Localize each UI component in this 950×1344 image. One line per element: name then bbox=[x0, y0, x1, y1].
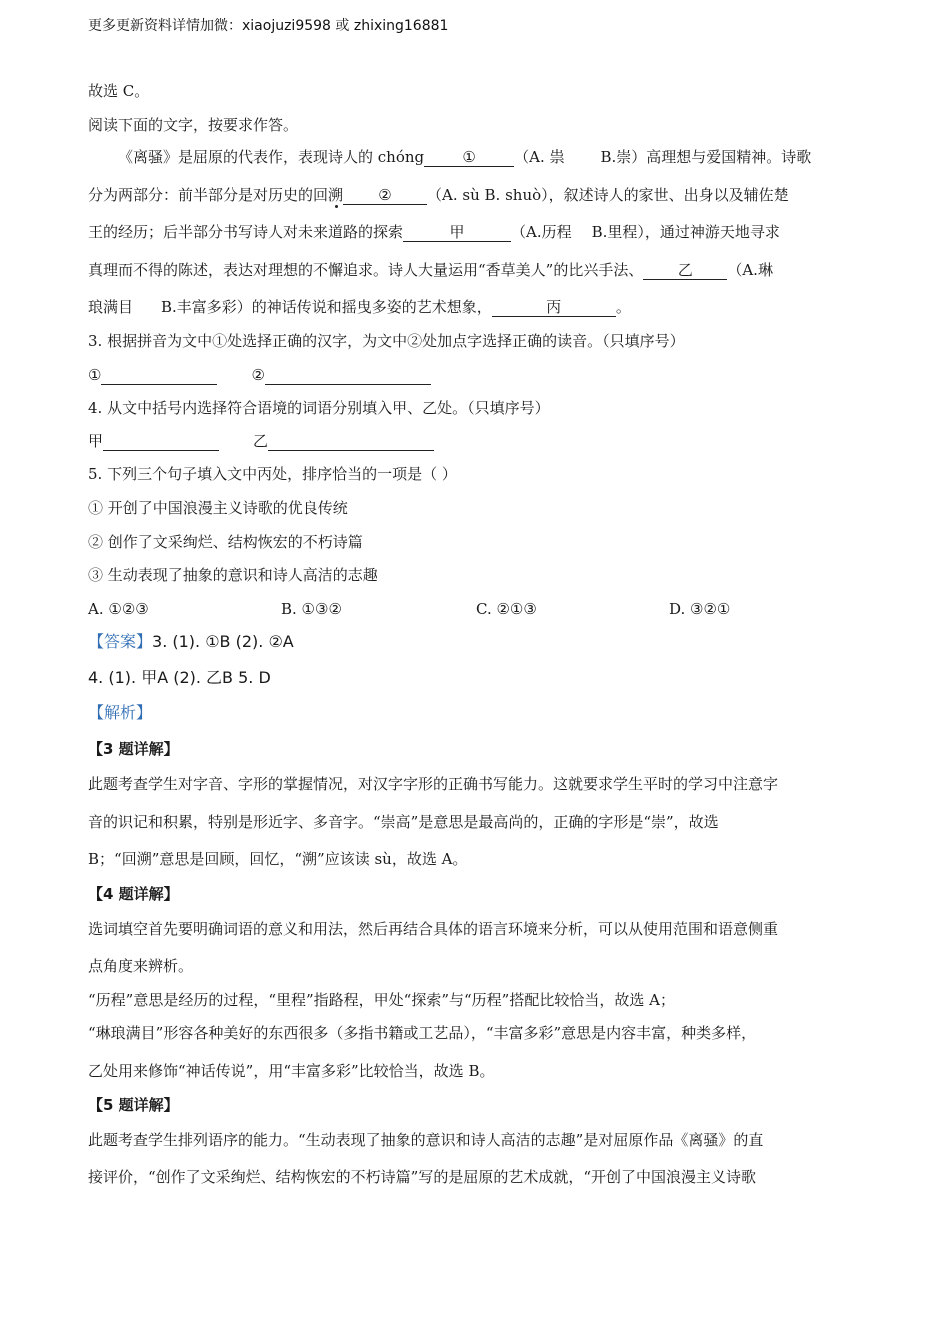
option-a: A. ①②③ bbox=[88, 600, 149, 618]
question-4: 4. 从文中括号内选择符合语境的词语分别填入甲、乙处。（只填序号） bbox=[88, 399, 550, 417]
sentence-1: ① 开创了中国浪漫主义诗歌的优良传统 bbox=[88, 499, 348, 517]
answer-line-2: 4. (1). 甲A (2). 乙B 5. D bbox=[88, 668, 271, 687]
option-c: C. ②①③ bbox=[476, 600, 537, 618]
q3-detail-line-2: 音的识记和积累，特别是形近字、多音字。“崇高”是意思是最高尚的，正确的字形是“崇”，故选 bbox=[88, 813, 719, 831]
q3-detail-heading: 【3 题详解】 bbox=[88, 740, 179, 758]
q5-detail-heading: 【5 题详解】 bbox=[88, 1096, 179, 1114]
q4-detail-line-5: 乙处用来修饰“神话传说”，用“丰富多彩”比较恰当，故选 B。 bbox=[88, 1062, 495, 1080]
q5-detail-line-1: 此题考查学生排列语序的能力。“生动表现了抽象的意识和诗人高洁的志趣”是对屈原作品《离骚》的直 bbox=[88, 1131, 764, 1149]
blank-bing: 丙 bbox=[492, 298, 616, 317]
blank-2: ② bbox=[343, 186, 427, 205]
q4-detail-heading: 【4 题详解】 bbox=[88, 885, 179, 903]
q4-detail-line-1: 选词填空首先要明确词语的意义和用法，然后再结合具体的语言环境来分析，可以从使用范围和语意侧重 bbox=[88, 920, 779, 938]
passage-line-5: 琅满目 B.丰富多彩）的神话传说和摇曳多姿的艺术想象， 丙 。 bbox=[88, 298, 631, 316]
analysis-label: 【解析】 bbox=[88, 703, 153, 722]
passage-line-2: 分为两部分：前半部分是对历史的回溯 ② （A. sù B. shuò），叙述诗人的家世、出身以及辅佐楚 bbox=[88, 186, 789, 204]
blank-jia: 甲 bbox=[403, 223, 511, 242]
question-3: 3. 根据拼音为文中①处选择正确的汉字，为文中②处加点字选择正确的读音。（只填序号） bbox=[88, 332, 685, 350]
reading-instruction: 阅读下面的文字，按要求作答。 bbox=[88, 116, 299, 134]
sentence-3: ③ 生动表现了抽象的意识和诗人高洁的志趣 bbox=[88, 566, 378, 584]
options-row bbox=[88, 599, 868, 621]
blank-1: ① bbox=[424, 148, 514, 167]
q4-detail-line-2: 点角度来辨析。 bbox=[88, 957, 194, 975]
answer-label: 【答案】 bbox=[88, 632, 153, 651]
q3-detail-line-1: 此题考查学生对字音、字形的掌握情况，对汉字字形的正确书写能力。这就要求学生平时的学习中注意字 bbox=[88, 775, 779, 793]
option-b: B. ①③② bbox=[281, 600, 342, 618]
blank-yi: 乙 bbox=[643, 261, 727, 280]
q3-detail-line-3: B；“回溯”意思是回顾，回忆，“溯”应该读 sù，故选 A。 bbox=[88, 850, 468, 868]
answer-line-1: 【答案】3. (1). ①B (2). ②A bbox=[88, 632, 294, 651]
option-d: D. ③②① bbox=[669, 600, 731, 618]
q4-detail-line-4: “琳琅满目”形容各种美好的东西很多（多指书籍或工艺品），“丰富多彩”意思是内容丰富，种类多样， bbox=[88, 1024, 757, 1042]
passage-line-1: 《离骚》是屈原的代表作，表现诗人的 chóng ① （A. 祟 B.崇）高理想与爱国精神。诗歌 bbox=[118, 148, 812, 166]
sentence-2: ② 创作了文采绚烂、结构恢宏的不朽诗篇 bbox=[88, 533, 363, 551]
q5-detail-line-2: 接评价，“创作了文采绚烂、结构恢宏的不朽诗篇”写的是屈原的艺术成就，“开创了中国浪漫主义诗歌 bbox=[88, 1168, 757, 1186]
page-header: 更多更新资料详情加微：xiaojuzi9598 或 zhixing16881 bbox=[88, 18, 449, 34]
dotted-char: 溯 bbox=[328, 186, 344, 204]
question-3-blanks: ① ② bbox=[88, 365, 431, 385]
question-4-blanks: 甲 乙 bbox=[88, 431, 434, 451]
passage-line-4: 真理而不得的陈述，表达对理想的不懈追求。诗人大量运用“香草美人”的比兴手法、 乙 （A.琳 bbox=[88, 261, 773, 279]
q4-detail-line-3: “历程”意思是经历的过程，“里程”指路程，甲处“探索”与“历程”搭配比较恰当，故选 A； bbox=[88, 991, 675, 1009]
question-5: 5. 下列三个句子填入文中丙处，排序恰当的一项是（ ） bbox=[88, 465, 457, 483]
passage-line-3: 王的经历；后半部分书写诗人对未来道路的探索 甲 （A.历程 B.里程），通过神游天地寻求 bbox=[88, 223, 780, 241]
prev-answer: 故选 C。 bbox=[88, 82, 150, 100]
